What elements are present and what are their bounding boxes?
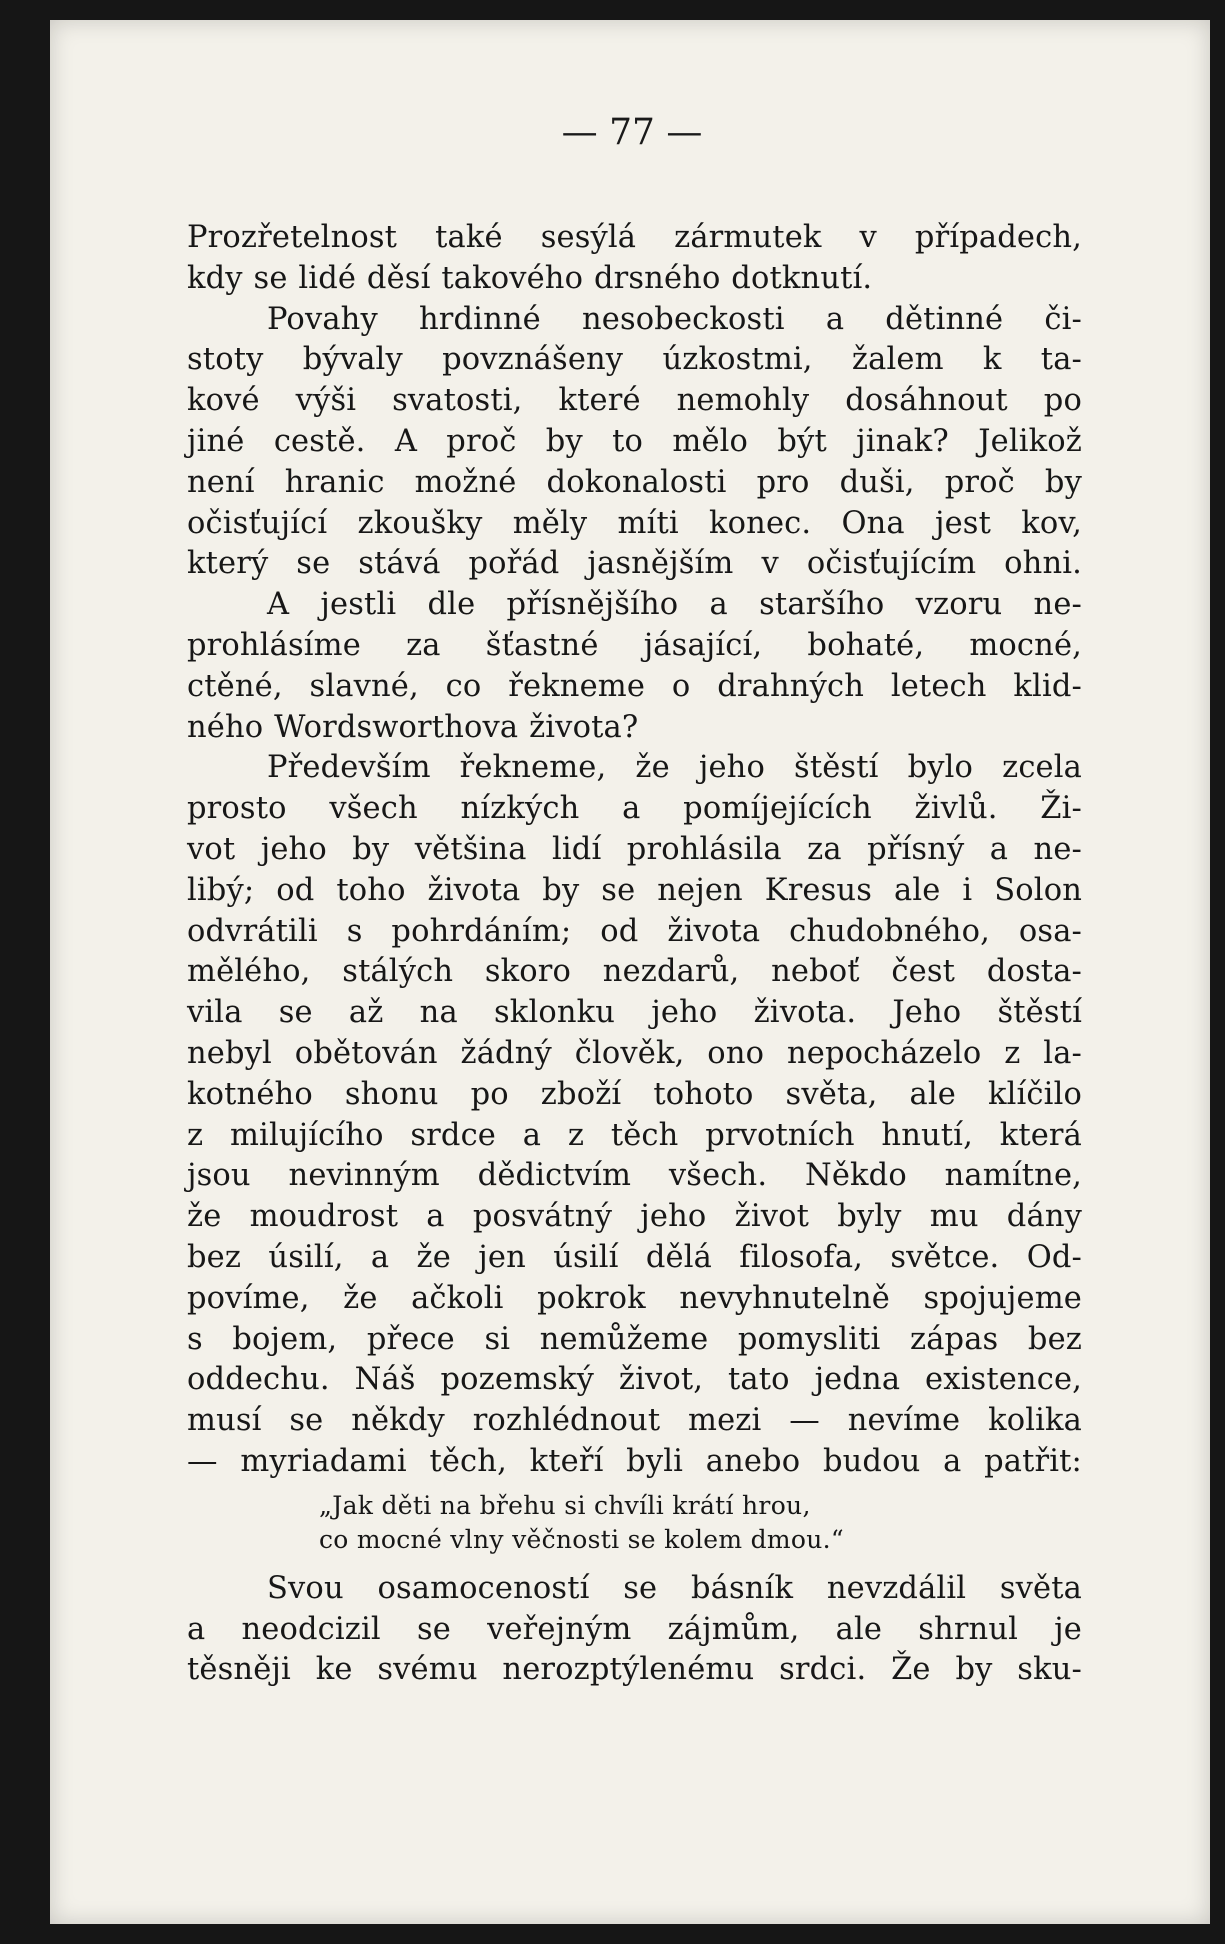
text-line: a neodcizil se veřejným zájmům, ale shrnul je	[187, 1611, 1082, 1647]
text-line: prohlásíme za šťastné jásající, bohaté, mocné,	[187, 627, 1082, 663]
text-line: Především řekneme, že jeho štěstí bylo zcela	[267, 750, 1082, 786]
text-line: vila se až na sklonku jeho života. Jeho štěstí	[187, 995, 1082, 1031]
text-line: odvrátili s pohrdáním; od života chudobného, osa-	[187, 913, 1082, 949]
text-line: mělého, stálých skoro nezdarů, neboť čest dosta-	[187, 954, 1082, 990]
text-line: že moudrost a posvátný jeho život byly mu dány	[187, 1199, 1082, 1235]
text-line: ného Wordsworthova života?	[187, 709, 639, 745]
text-line: není hranic možné dokonalosti pro duši, proč by	[187, 464, 1082, 500]
text-line: těsněji ke svému nerozptýlenému srdci. Že by sku-	[187, 1652, 1082, 1688]
text-line: bez úsilí, a že jen úsilí dělá filosofa, světce. Od-	[187, 1239, 1082, 1275]
text-line: očisťující zkoušky měly míti konec. Ona jest kov,	[187, 505, 1082, 541]
text-line: kdy se lidé děsí takového drsného dotknutí.	[187, 260, 873, 296]
text-line: kové výši svatosti, které nemohly dosáhnout po	[187, 383, 1082, 419]
verse-quote	[187, 1483, 1082, 1569]
text-line: — myriadami těch, kteří byli anebo budou a patřit:	[187, 1443, 1082, 1479]
page-number: — 77 —	[561, 112, 703, 153]
text-line: Prozřetelnost také sesýlá zármutek v případech,	[187, 220, 1082, 255]
text-line: libý; od toho života by se nejen Kresus ale i Solon	[187, 872, 1082, 908]
text-line: A jestli dle přísnějšího a staršího vzoru ne-	[267, 587, 1082, 623]
body-text	[187, 218, 1082, 1691]
text-line: ctěné, slavné, co řekneme o drahných letech klid-	[187, 668, 1082, 704]
text-line: prosto všech nízkých a pomíjejících živlů. Ži-	[187, 791, 1082, 827]
text-line: Svou osamoceností se básník nevzdálil světa	[267, 1570, 1082, 1606]
text-line: z milujícího srdce a z těch prvotních hnutí, která	[187, 1117, 1082, 1153]
verse-line: co mocné vlny věčnosti se kolem dmou.“	[319, 1524, 844, 1554]
text-line: nebyl obětován žádný člověk, ono nepocházelo z la-	[187, 1035, 1082, 1071]
text-line: vot jeho by většina lidí prohlásila za přísný a ne-	[187, 831, 1082, 867]
text-line: kotného shonu po zboží tohoto světa, ale klíčilo	[187, 1076, 1082, 1112]
verse-line: „Jak děti na břehu si chvíli krátí hrou,	[319, 1490, 811, 1520]
page-sheet	[50, 20, 1210, 1924]
text-line: jiné cestě. A proč by to mělo být jinak? Jelikož	[187, 423, 1082, 459]
text-line: musí se někdy rozhlédnout mezi — nevíme kolika	[187, 1403, 1082, 1439]
text-line: Povahy hrdinné nesobeckosti a dětinné či-	[267, 301, 1082, 337]
text-line: povíme, že ačkoli pokrok nevyhnutelně spojujeme	[187, 1280, 1082, 1316]
text-line: stoty bývaly povznášeny úzkostmi, žalem k ta-	[187, 342, 1082, 378]
text-line: který se stává pořád jasnějším v očisťujícím ohni.	[187, 546, 1082, 582]
text-line: jsou nevinným dědictvím všech. Někdo namítne,	[187, 1158, 1082, 1194]
text-line: s bojem, přece si nemůžeme pomysliti zápas bez	[187, 1321, 1082, 1357]
text-line: oddechu. Náš pozemský život, tato jedna existence,	[187, 1362, 1082, 1398]
